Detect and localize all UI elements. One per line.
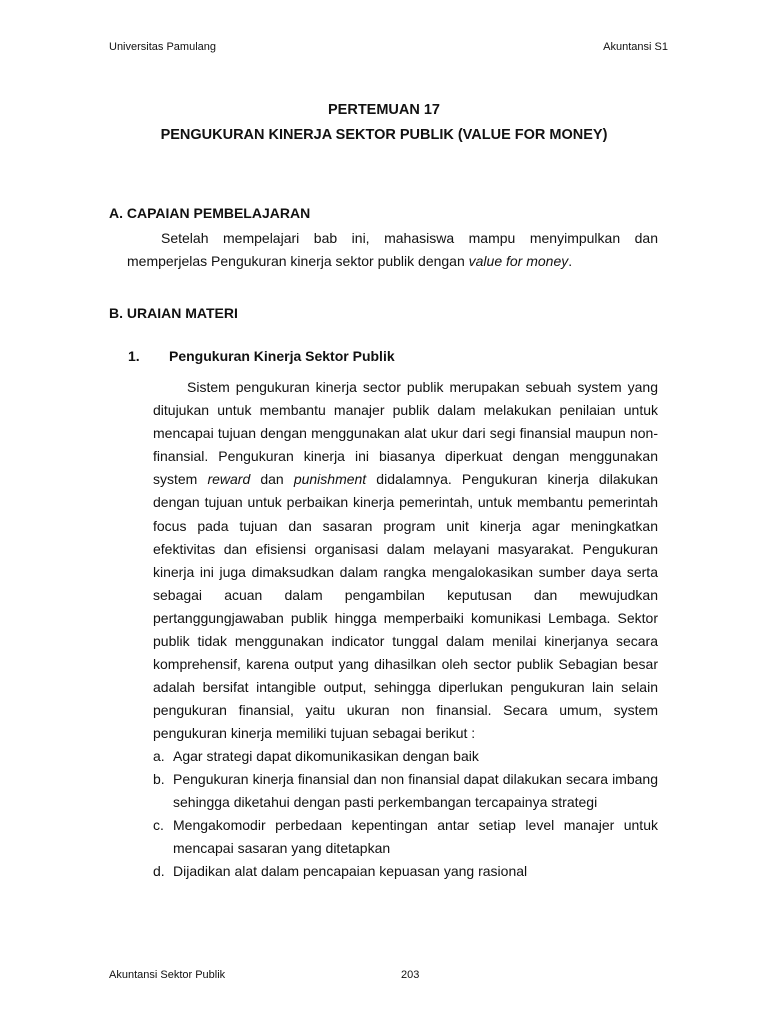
list-item [153,860,658,883]
list-item-text: Pengukuran kinerja finansial dan non finansial dapat dilakukan secara imbang sehingga diketahui dengan pasti perkembangan tercapainya strategi [173,771,658,811]
chapter-number: PERTEMUAN 17 [328,102,440,118]
paragraph-text-part-1: Sistem pengukuran kinerja sector publik merupakan sebuah system yang ditujukan untuk membantu manajer publik dalam melakukan penilaian untuk mencapai tujuan dengan menggunakan alat ukur dari segi finansial maupun non-finansial. Pengukuran kinerja ini biasanya diperkuat dengan menggunakan system [153,379,658,488]
list-item [153,814,658,860]
paragraph-text-part-3: didalamnya. Pengukuran kinerja dilakukan dengan tujuan untuk perbaikan kinerja pemerintah, untuk membantu pemerintah focus pada tujuan dan sasaran program unit kinerja agar meningkatkan efektivitas dan efisiensi organisasi dalam melayani masyarakat. Pengukuran kinerja ini juga dimaksudkan dalam rangka mengalokasikan sumber daya serta sebagai acuan dalam pengambilan keputusan dan mewujudkan pertanggungjawaban publik hingga memperbaiki komunikasi Lembaga. Sektor publik tidak menggunakan indicator tunggal dalam menilai kinerjanya secara komprehensif, karena output yang dihasilkan oleh sector publik Sebagian besar adalah bersifat intangible output, sehingga diperlukan pengukuran lain selain pengukuran finansial, yaitu ukuran non finansial. Secara umum, system pengukuran kinerja memiliki tujuan sebagai berikut : [153,471,658,742]
subsection-paragraph [153,376,658,746]
section-a-italic-term: value for money [468,253,569,269]
section-a-paragraph [127,227,658,273]
chapter-title: PENGUKURAN KINERJA SEKTOR PUBLIK (VALUE FOR MONEY) [160,127,608,143]
subsection-heading [128,348,395,364]
list-marker: b. [153,771,165,788]
page-number: 203 [401,969,420,981]
list-item-text: Agar strategi dapat dikomunikasikan dengan baik [173,748,479,764]
list-marker: a. [153,748,165,764]
italic-term-punishment: punishment [293,471,367,488]
subsection-title: Pengukuran Kinerja Sektor Publik [169,348,395,364]
header-institution: Universitas Pamulang [109,41,216,53]
list-marker: d. [153,863,165,880]
header-program: Akuntansi S1 [603,41,668,53]
paragraph-text-part-2: dan [250,471,294,488]
section-b-heading: B. URAIAN MATERI [109,305,238,321]
list-item [153,745,658,768]
subsection-number: 1. [128,348,140,364]
list-marker: c. [153,817,164,834]
list-item-text: Mengakomodir perbedaan kepentingan antar setiap level manajer untuk mencapai sasaran yang ditetapkan [173,817,658,857]
objectives-list [153,745,658,884]
section-a-heading: A. CAPAIAN PEMBELAJARAN [109,205,311,221]
section-a-text-end: . [568,253,573,269]
footer-course: Akuntansi Sektor Publik [109,969,226,981]
italic-term-reward: reward [207,471,251,488]
section-a-text: Setelah mempelajari bab ini, mahasiswa mampu menyimpulkan dan memperjelas Pengukuran kinerja sektor publik dengan [127,230,658,269]
list-item [153,768,658,814]
list-item-text: Dijadikan alat dalam pencapaian kepuasan yang rasional [173,863,528,880]
